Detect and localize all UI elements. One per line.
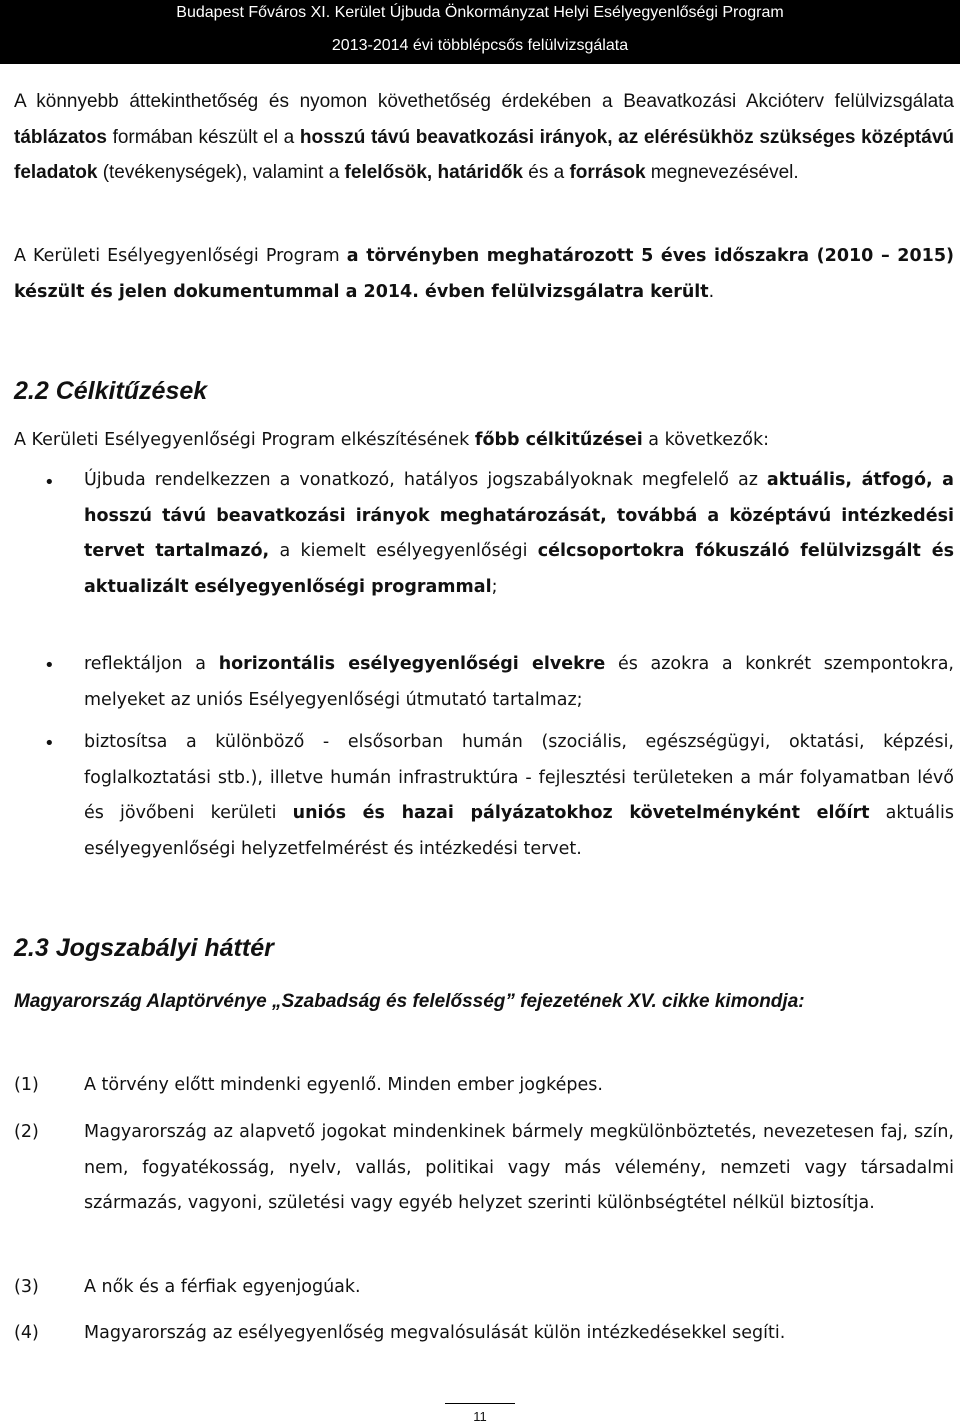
text-run: A könnyebb áttekinthetőség és nyomon követhetőség érdekében a Beavatkozási Akcióterv felülvizsgálata [14, 91, 954, 112]
section-2-2-lead [14, 423, 954, 459]
section-2-3-lead: Magyarország Alaptörvénye „Szabadság és felelősség” fejezetének XV. cikke kimondja: [14, 991, 805, 1012]
item-text: Magyarország az alapvető jogokat mindenkinek bármely megkülönböztetés, nevezetesen faj, szín, nem, fogyatékosság, nyelv, vallás, politikai vagy más vélemény, nemzeti vagy társadalmi származás, vagyoni, születési vagy egyéb helyzet szerinti különbségtétel nélkül biztosítja. [84, 1122, 954, 1213]
item-text: A nők és a férfiak egyenjogúak. [84, 1277, 361, 1297]
text-run: . [708, 281, 715, 302]
bullet-item-3 [84, 725, 954, 867]
item-number: (4) [14, 1323, 39, 1343]
bold-text-run: aktuális, átfogó, a hosszú távú beavatkozási irányok meghatározását, továbbá a középtávú intézkedési tervet tartalmazó, [84, 470, 954, 561]
bold-text-run: források [569, 162, 646, 183]
intro-paragraph-1 [14, 84, 954, 191]
intro-paragraph-2 [14, 239, 954, 310]
section-heading-2-3: 2.3 Jogszabályi háttér [14, 934, 274, 962]
item-text: A törvény előtt mindenki egyenlő. Minden ember jogképes. [84, 1075, 603, 1095]
item-number: (2) [14, 1122, 39, 1142]
text-run: és azokra a konkrét szempontokra, melyeket az uniós Esélyegyenlőségi útmutató tartalmaz; [84, 654, 954, 710]
section-heading-2-2: 2.2 Célkitűzések [14, 377, 208, 405]
item-text: Magyarország az esélyegyenlőség megvalósulását külön intézkedésekkel segíti. [84, 1323, 786, 1343]
text-run: a kiemelt esélyegyenlőségi [269, 541, 538, 561]
text-run: formában készült el a [106, 126, 300, 148]
text-run: reflektáljon a [84, 654, 219, 674]
bold-text-run: felelősök, határidők [344, 162, 523, 183]
text-run: Újbuda rendelkezzen a vonatkozó, hatályos jogszabályoknak megfelelő az [84, 470, 767, 490]
page-number: 11 [473, 1409, 487, 1424]
text-run: A Kerületi Esélyegyenlőségi Program elkészítésének [14, 430, 475, 450]
text-run: aktuális esélyegyenlőségi helyzetfelmérést és intézkedési tervet. [84, 803, 954, 859]
bullet-marker: • [44, 733, 55, 754]
bold-text-run: horizontális esélyegyenlőségi elvekre [218, 654, 606, 674]
bullet-item-1 [84, 463, 954, 605]
text-run: és a [523, 162, 570, 183]
item-number: (1) [14, 1075, 39, 1095]
bullet-marker: • [44, 655, 55, 676]
bold-text-run: táblázatos [14, 126, 107, 148]
item-number: (3) [14, 1277, 39, 1297]
bold-text-run: célcsoportokra fókuszáló felülvizsgált és aktualizált esélyegyenlőségi programmal [84, 541, 954, 597]
bold-text-run: uniós és hazai pályázatokhoz követelményként előírt [292, 803, 870, 823]
text-run: A Kerületi Esélyegyenlőségi Program [14, 246, 347, 266]
header-subtitle: 2013-2014 évi többlépcsős felülvizsgálata [331, 37, 629, 54]
text-run: (tevékenységek), valamint a [97, 162, 345, 183]
bullet-item-2 [84, 647, 954, 718]
header-title: Budapest Főváros XI. Kerület Újbuda Önkormányzat Helyi Esélyegyenlőségi Program [176, 4, 784, 21]
footer-divider [445, 1403, 515, 1404]
bold-text-run: a törvényben meghatározott 5 éves időszakra (2010 – 2015) készült és jelen dokumentummal a 2014. évben felülvizsgálatra került [14, 246, 954, 302]
text-run: megnevezésével. [645, 162, 799, 183]
page-header [0, 0, 960, 64]
text-run: biztosítsa a különböző - elsősorban humán (szociális, egészségügyi, oktatási, képzési, foglalkoztatási stb.), illetve humán infrastruktúra - fejlesztési területeken a már folyamatban lévő és jövőbeni kerületi [84, 732, 954, 823]
text-run: a következők: [642, 430, 769, 450]
text-run: ; [491, 576, 498, 597]
bold-text-run: hosszú távú beavatkozási irányok, az elérésükhöz szükséges középtávú feladatok [14, 126, 954, 183]
bullet-marker: • [44, 472, 55, 493]
bold-text-run: főbb célkitűzései [474, 430, 643, 450]
